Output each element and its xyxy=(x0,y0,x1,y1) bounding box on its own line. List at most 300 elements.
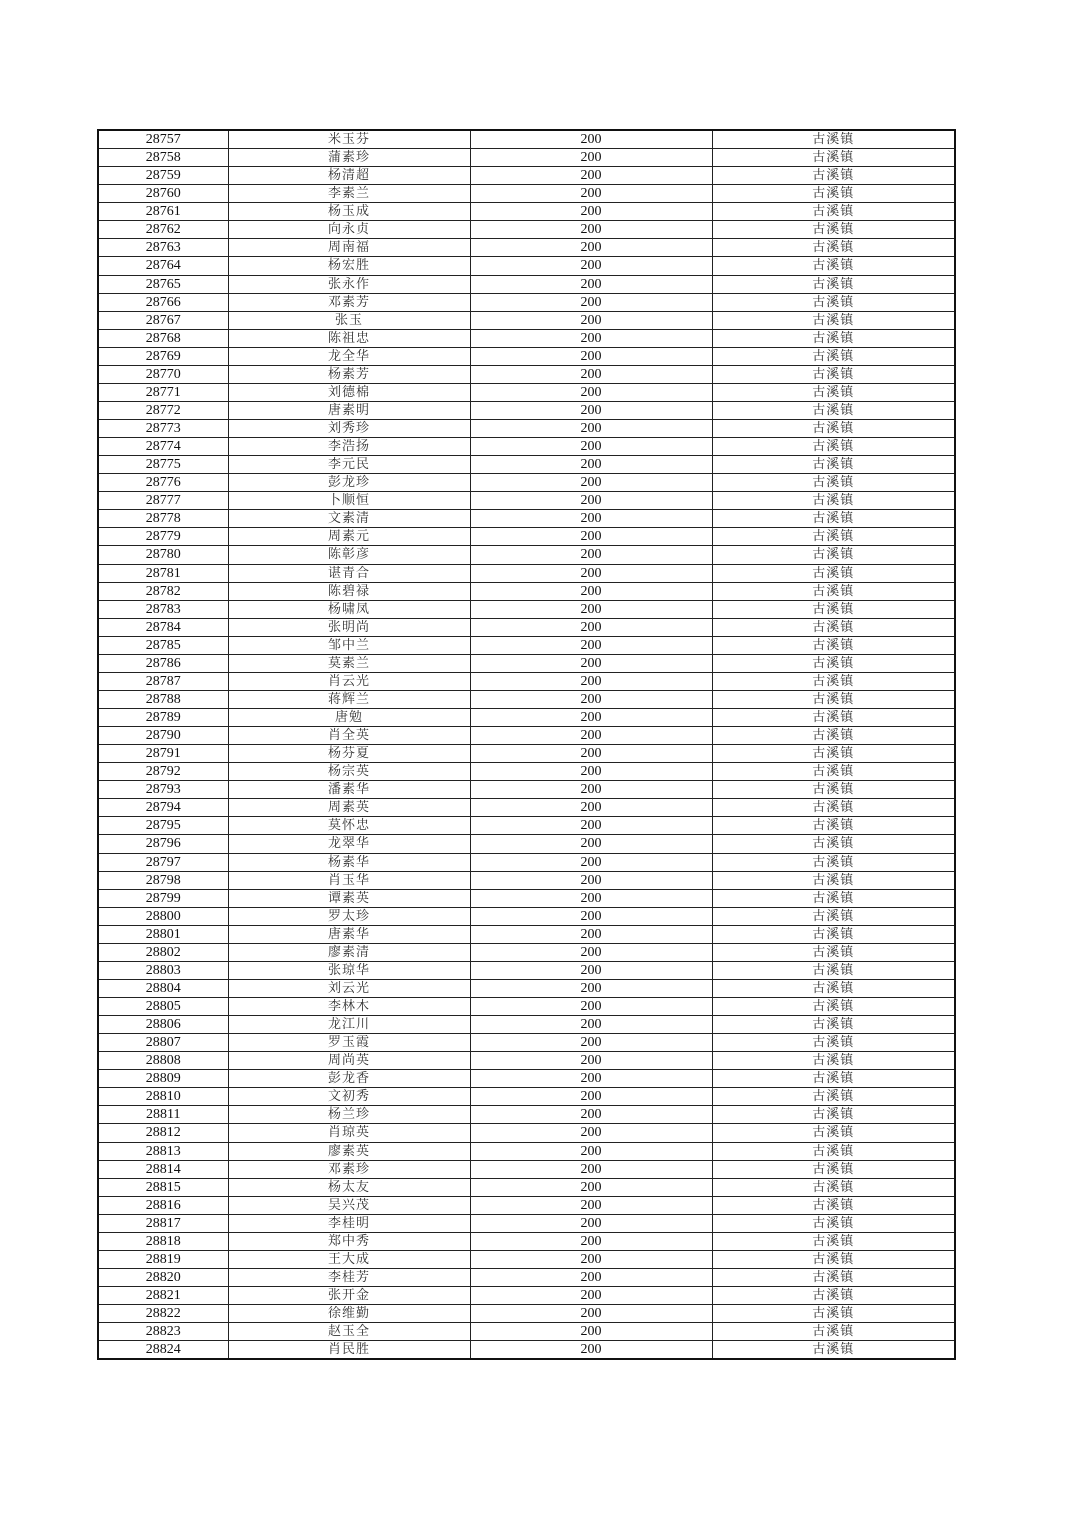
town-cell: 古溪镇 xyxy=(712,1178,955,1196)
table-row xyxy=(98,420,955,438)
table-row xyxy=(98,600,955,618)
table-row xyxy=(98,853,955,871)
table-row xyxy=(98,1232,955,1250)
id-cell: 28793 xyxy=(98,781,228,799)
name-cell: 张琼华 xyxy=(228,961,470,979)
town-cell: 古溪镇 xyxy=(712,1323,955,1341)
id-cell: 28795 xyxy=(98,817,228,835)
table-row xyxy=(98,1052,955,1070)
name-cell: 杨素华 xyxy=(228,853,470,871)
town-cell: 古溪镇 xyxy=(712,546,955,564)
name-cell: 徐维勤 xyxy=(228,1305,470,1323)
table-row xyxy=(98,1142,955,1160)
name-cell: 杨啸凤 xyxy=(228,600,470,618)
id-cell: 28816 xyxy=(98,1196,228,1214)
table-row xyxy=(98,925,955,943)
table-row xyxy=(98,889,955,907)
table-row xyxy=(98,979,955,997)
table-row xyxy=(98,907,955,925)
table-row xyxy=(98,130,955,149)
name-cell: 李林木 xyxy=(228,998,470,1016)
town-cell: 古溪镇 xyxy=(712,329,955,347)
id-cell: 28778 xyxy=(98,510,228,528)
town-cell: 古溪镇 xyxy=(712,654,955,672)
id-cell: 28808 xyxy=(98,1052,228,1070)
amount-cell: 200 xyxy=(470,1287,712,1305)
town-cell: 古溪镇 xyxy=(712,1016,955,1034)
town-cell: 古溪镇 xyxy=(712,1341,955,1360)
id-cell: 28792 xyxy=(98,763,228,781)
amount-cell: 200 xyxy=(470,167,712,185)
name-cell: 文初秀 xyxy=(228,1088,470,1106)
town-cell: 古溪镇 xyxy=(712,961,955,979)
name-cell: 龙江川 xyxy=(228,1016,470,1034)
amount-cell: 200 xyxy=(470,130,712,149)
town-cell: 古溪镇 xyxy=(712,1106,955,1124)
table-row xyxy=(98,275,955,293)
town-cell: 古溪镇 xyxy=(712,257,955,275)
id-cell: 28807 xyxy=(98,1034,228,1052)
name-cell: 王大成 xyxy=(228,1250,470,1268)
town-cell: 古溪镇 xyxy=(712,763,955,781)
name-cell: 彭龙珍 xyxy=(228,474,470,492)
name-cell: 谌青合 xyxy=(228,564,470,582)
name-cell: 肖民胜 xyxy=(228,1341,470,1360)
name-cell: 莫素兰 xyxy=(228,654,470,672)
name-cell: 李桂芳 xyxy=(228,1268,470,1286)
amount-cell: 200 xyxy=(470,401,712,419)
name-cell: 杨太友 xyxy=(228,1178,470,1196)
id-cell: 28810 xyxy=(98,1088,228,1106)
table-row xyxy=(98,257,955,275)
id-cell: 28822 xyxy=(98,1305,228,1323)
amount-cell: 200 xyxy=(470,799,712,817)
id-cell: 28799 xyxy=(98,889,228,907)
amount-cell: 200 xyxy=(470,943,712,961)
amount-cell: 200 xyxy=(470,383,712,401)
town-cell: 古溪镇 xyxy=(712,600,955,618)
amount-cell: 200 xyxy=(470,1232,712,1250)
table-row xyxy=(98,239,955,257)
town-cell: 古溪镇 xyxy=(712,420,955,438)
table-row xyxy=(98,1124,955,1142)
town-cell: 古溪镇 xyxy=(712,1124,955,1142)
name-cell: 陈碧禄 xyxy=(228,582,470,600)
town-cell: 古溪镇 xyxy=(712,1088,955,1106)
amount-cell: 200 xyxy=(470,1250,712,1268)
table-row xyxy=(98,456,955,474)
table-row xyxy=(98,311,955,329)
town-cell: 古溪镇 xyxy=(712,889,955,907)
name-cell: 刘德棉 xyxy=(228,383,470,401)
amount-cell: 200 xyxy=(470,871,712,889)
town-cell: 古溪镇 xyxy=(712,672,955,690)
town-cell: 古溪镇 xyxy=(712,365,955,383)
amount-cell: 200 xyxy=(470,582,712,600)
table-row xyxy=(98,817,955,835)
table-row xyxy=(98,528,955,546)
amount-cell: 200 xyxy=(470,311,712,329)
amount-cell: 200 xyxy=(470,528,712,546)
town-cell: 古溪镇 xyxy=(712,438,955,456)
town-cell: 古溪镇 xyxy=(712,383,955,401)
amount-cell: 200 xyxy=(470,420,712,438)
table-row xyxy=(98,1178,955,1196)
name-cell: 卜顺恒 xyxy=(228,492,470,510)
table-row xyxy=(98,474,955,492)
table-row xyxy=(98,763,955,781)
id-cell: 28768 xyxy=(98,329,228,347)
town-cell: 古溪镇 xyxy=(712,781,955,799)
id-cell: 28774 xyxy=(98,438,228,456)
amount-cell: 200 xyxy=(470,1106,712,1124)
table-row xyxy=(98,618,955,636)
name-cell: 潘素华 xyxy=(228,781,470,799)
name-cell: 周南福 xyxy=(228,239,470,257)
amount-cell: 200 xyxy=(470,1268,712,1286)
table-body xyxy=(98,130,955,1359)
town-cell: 古溪镇 xyxy=(712,1287,955,1305)
id-cell: 28791 xyxy=(98,745,228,763)
amount-cell: 200 xyxy=(470,456,712,474)
table-row xyxy=(98,347,955,365)
table-row xyxy=(98,1016,955,1034)
id-cell: 28805 xyxy=(98,998,228,1016)
town-cell: 古溪镇 xyxy=(712,456,955,474)
amount-cell: 200 xyxy=(470,853,712,871)
table-row xyxy=(98,167,955,185)
town-cell: 古溪镇 xyxy=(712,1034,955,1052)
town-cell: 古溪镇 xyxy=(712,727,955,745)
table-row xyxy=(98,799,955,817)
name-cell: 龙全华 xyxy=(228,347,470,365)
name-cell: 周素英 xyxy=(228,799,470,817)
amount-cell: 200 xyxy=(470,654,712,672)
amount-cell: 200 xyxy=(470,745,712,763)
name-cell: 李桂明 xyxy=(228,1214,470,1232)
name-cell: 张开金 xyxy=(228,1287,470,1305)
id-cell: 28813 xyxy=(98,1142,228,1160)
town-cell: 古溪镇 xyxy=(712,311,955,329)
id-cell: 28790 xyxy=(98,727,228,745)
id-cell: 28773 xyxy=(98,420,228,438)
amount-cell: 200 xyxy=(470,636,712,654)
table-row xyxy=(98,383,955,401)
town-cell: 古溪镇 xyxy=(712,347,955,365)
name-cell: 罗玉霞 xyxy=(228,1034,470,1052)
table-row xyxy=(98,1034,955,1052)
id-cell: 28775 xyxy=(98,456,228,474)
table-row xyxy=(98,690,955,708)
name-cell: 李元民 xyxy=(228,456,470,474)
town-cell: 古溪镇 xyxy=(712,835,955,853)
name-cell: 杨玉成 xyxy=(228,203,470,221)
id-cell: 28762 xyxy=(98,221,228,239)
id-cell: 28763 xyxy=(98,239,228,257)
town-cell: 古溪镇 xyxy=(712,799,955,817)
table-row xyxy=(98,582,955,600)
town-cell: 古溪镇 xyxy=(712,1250,955,1268)
table-row xyxy=(98,564,955,582)
name-cell: 肖琼英 xyxy=(228,1124,470,1142)
name-cell: 陈祖忠 xyxy=(228,329,470,347)
town-cell: 古溪镇 xyxy=(712,564,955,582)
table-row xyxy=(98,329,955,347)
amount-cell: 200 xyxy=(470,672,712,690)
amount-cell: 200 xyxy=(470,781,712,799)
table-row xyxy=(98,835,955,853)
id-cell: 28823 xyxy=(98,1323,228,1341)
town-cell: 古溪镇 xyxy=(712,275,955,293)
id-cell: 28758 xyxy=(98,149,228,167)
name-cell: 文素清 xyxy=(228,510,470,528)
id-cell: 28824 xyxy=(98,1341,228,1360)
town-cell: 古溪镇 xyxy=(712,925,955,943)
amount-cell: 200 xyxy=(470,564,712,582)
amount-cell: 200 xyxy=(470,1196,712,1214)
name-cell: 肖全英 xyxy=(228,727,470,745)
id-cell: 28760 xyxy=(98,185,228,203)
id-cell: 28804 xyxy=(98,979,228,997)
amount-cell: 200 xyxy=(470,817,712,835)
name-cell: 向永贞 xyxy=(228,221,470,239)
amount-cell: 200 xyxy=(470,185,712,203)
table-row xyxy=(98,672,955,690)
id-cell: 28809 xyxy=(98,1070,228,1088)
town-cell: 古溪镇 xyxy=(712,1268,955,1286)
amount-cell: 200 xyxy=(470,510,712,528)
id-cell: 28786 xyxy=(98,654,228,672)
id-cell: 28797 xyxy=(98,853,228,871)
table-row xyxy=(98,1196,955,1214)
table-row xyxy=(98,1214,955,1232)
name-cell: 蒋辉兰 xyxy=(228,690,470,708)
name-cell: 刘秀珍 xyxy=(228,420,470,438)
amount-cell: 200 xyxy=(470,961,712,979)
town-cell: 古溪镇 xyxy=(712,510,955,528)
amount-cell: 200 xyxy=(470,998,712,1016)
id-cell: 28779 xyxy=(98,528,228,546)
town-cell: 古溪镇 xyxy=(712,745,955,763)
town-cell: 古溪镇 xyxy=(712,1232,955,1250)
name-cell: 张明尚 xyxy=(228,618,470,636)
amount-cell: 200 xyxy=(470,347,712,365)
name-cell: 杨宏胜 xyxy=(228,257,470,275)
id-cell: 28821 xyxy=(98,1287,228,1305)
amount-cell: 200 xyxy=(470,618,712,636)
town-cell: 古溪镇 xyxy=(712,203,955,221)
id-cell: 28780 xyxy=(98,546,228,564)
id-cell: 28789 xyxy=(98,709,228,727)
id-cell: 28764 xyxy=(98,257,228,275)
table-row xyxy=(98,1323,955,1341)
table-row xyxy=(98,1268,955,1286)
table-row xyxy=(98,1088,955,1106)
town-cell: 古溪镇 xyxy=(712,239,955,257)
town-cell: 古溪镇 xyxy=(712,528,955,546)
id-cell: 28819 xyxy=(98,1250,228,1268)
town-cell: 古溪镇 xyxy=(712,871,955,889)
table-row xyxy=(98,636,955,654)
name-cell: 莫怀忠 xyxy=(228,817,470,835)
amount-cell: 200 xyxy=(470,727,712,745)
town-cell: 古溪镇 xyxy=(712,1142,955,1160)
name-cell: 杨清超 xyxy=(228,167,470,185)
id-cell: 28818 xyxy=(98,1232,228,1250)
town-cell: 古溪镇 xyxy=(712,709,955,727)
id-cell: 28765 xyxy=(98,275,228,293)
town-cell: 古溪镇 xyxy=(712,582,955,600)
town-cell: 古溪镇 xyxy=(712,401,955,419)
amount-cell: 200 xyxy=(470,149,712,167)
town-cell: 古溪镇 xyxy=(712,943,955,961)
table-row xyxy=(98,365,955,383)
amount-cell: 200 xyxy=(470,474,712,492)
id-cell: 28761 xyxy=(98,203,228,221)
table-row xyxy=(98,510,955,528)
table-row xyxy=(98,1250,955,1268)
name-cell: 蒲素珍 xyxy=(228,149,470,167)
id-cell: 28817 xyxy=(98,1214,228,1232)
town-cell: 古溪镇 xyxy=(712,1052,955,1070)
amount-cell: 200 xyxy=(470,1305,712,1323)
name-cell: 周素元 xyxy=(228,528,470,546)
id-cell: 28796 xyxy=(98,835,228,853)
table-row xyxy=(98,203,955,221)
data-table xyxy=(97,129,956,1360)
name-cell: 陈彰彦 xyxy=(228,546,470,564)
amount-cell: 200 xyxy=(470,1214,712,1232)
name-cell: 肖玉华 xyxy=(228,871,470,889)
table-row xyxy=(98,1160,955,1178)
name-cell: 唐勉 xyxy=(228,709,470,727)
id-cell: 28815 xyxy=(98,1178,228,1196)
table-row xyxy=(98,781,955,799)
amount-cell: 200 xyxy=(470,763,712,781)
name-cell: 彭龙香 xyxy=(228,1070,470,1088)
id-cell: 28772 xyxy=(98,401,228,419)
amount-cell: 200 xyxy=(470,889,712,907)
town-cell: 古溪镇 xyxy=(712,979,955,997)
name-cell: 杨兰珍 xyxy=(228,1106,470,1124)
amount-cell: 200 xyxy=(470,835,712,853)
town-cell: 古溪镇 xyxy=(712,618,955,636)
name-cell: 张永作 xyxy=(228,275,470,293)
id-cell: 28788 xyxy=(98,690,228,708)
name-cell: 杨宗英 xyxy=(228,763,470,781)
id-cell: 28787 xyxy=(98,672,228,690)
table-row xyxy=(98,221,955,239)
id-cell: 28767 xyxy=(98,311,228,329)
amount-cell: 200 xyxy=(470,257,712,275)
table-row xyxy=(98,943,955,961)
town-cell: 古溪镇 xyxy=(712,636,955,654)
amount-cell: 200 xyxy=(470,438,712,456)
table-row xyxy=(98,1287,955,1305)
table-row xyxy=(98,401,955,419)
id-cell: 28802 xyxy=(98,943,228,961)
id-cell: 28783 xyxy=(98,600,228,618)
id-cell: 28803 xyxy=(98,961,228,979)
id-cell: 28769 xyxy=(98,347,228,365)
table-row xyxy=(98,1106,955,1124)
table-row xyxy=(98,998,955,1016)
name-cell: 邓素珍 xyxy=(228,1160,470,1178)
table-row xyxy=(98,745,955,763)
town-cell: 古溪镇 xyxy=(712,853,955,871)
name-cell: 米玉芬 xyxy=(228,130,470,149)
amount-cell: 200 xyxy=(470,907,712,925)
table-row xyxy=(98,149,955,167)
name-cell: 郑中秀 xyxy=(228,1232,470,1250)
amount-cell: 200 xyxy=(470,1070,712,1088)
amount-cell: 200 xyxy=(470,1088,712,1106)
amount-cell: 200 xyxy=(470,600,712,618)
id-cell: 28782 xyxy=(98,582,228,600)
town-cell: 古溪镇 xyxy=(712,130,955,149)
id-cell: 28759 xyxy=(98,167,228,185)
id-cell: 28770 xyxy=(98,365,228,383)
name-cell: 唐素华 xyxy=(228,925,470,943)
id-cell: 28806 xyxy=(98,1016,228,1034)
town-cell: 古溪镇 xyxy=(712,149,955,167)
id-cell: 28811 xyxy=(98,1106,228,1124)
name-cell: 吴兴茂 xyxy=(228,1196,470,1214)
table-row xyxy=(98,961,955,979)
amount-cell: 200 xyxy=(470,275,712,293)
table-row xyxy=(98,1070,955,1088)
amount-cell: 200 xyxy=(470,365,712,383)
town-cell: 古溪镇 xyxy=(712,221,955,239)
town-cell: 古溪镇 xyxy=(712,998,955,1016)
town-cell: 古溪镇 xyxy=(712,1070,955,1088)
id-cell: 28800 xyxy=(98,907,228,925)
amount-cell: 200 xyxy=(470,925,712,943)
name-cell: 杨素芳 xyxy=(228,365,470,383)
id-cell: 28820 xyxy=(98,1268,228,1286)
amount-cell: 200 xyxy=(470,329,712,347)
town-cell: 古溪镇 xyxy=(712,185,955,203)
id-cell: 28814 xyxy=(98,1160,228,1178)
town-cell: 古溪镇 xyxy=(712,817,955,835)
table-row xyxy=(98,185,955,203)
table-row xyxy=(98,438,955,456)
amount-cell: 200 xyxy=(470,1052,712,1070)
amount-cell: 200 xyxy=(470,979,712,997)
town-cell: 古溪镇 xyxy=(712,492,955,510)
amount-cell: 200 xyxy=(470,203,712,221)
id-cell: 28784 xyxy=(98,618,228,636)
id-cell: 28766 xyxy=(98,293,228,311)
name-cell: 赵玉全 xyxy=(228,1323,470,1341)
town-cell: 古溪镇 xyxy=(712,167,955,185)
town-cell: 古溪镇 xyxy=(712,690,955,708)
name-cell: 龙翠华 xyxy=(228,835,470,853)
amount-cell: 200 xyxy=(470,1323,712,1341)
amount-cell: 200 xyxy=(470,1142,712,1160)
name-cell: 邓素芳 xyxy=(228,293,470,311)
amount-cell: 200 xyxy=(470,1034,712,1052)
amount-cell: 200 xyxy=(470,1160,712,1178)
id-cell: 28801 xyxy=(98,925,228,943)
amount-cell: 200 xyxy=(470,546,712,564)
id-cell: 28757 xyxy=(98,130,228,149)
town-cell: 古溪镇 xyxy=(712,1305,955,1323)
id-cell: 28798 xyxy=(98,871,228,889)
table-row xyxy=(98,1305,955,1323)
amount-cell: 200 xyxy=(470,1341,712,1360)
town-cell: 古溪镇 xyxy=(712,907,955,925)
